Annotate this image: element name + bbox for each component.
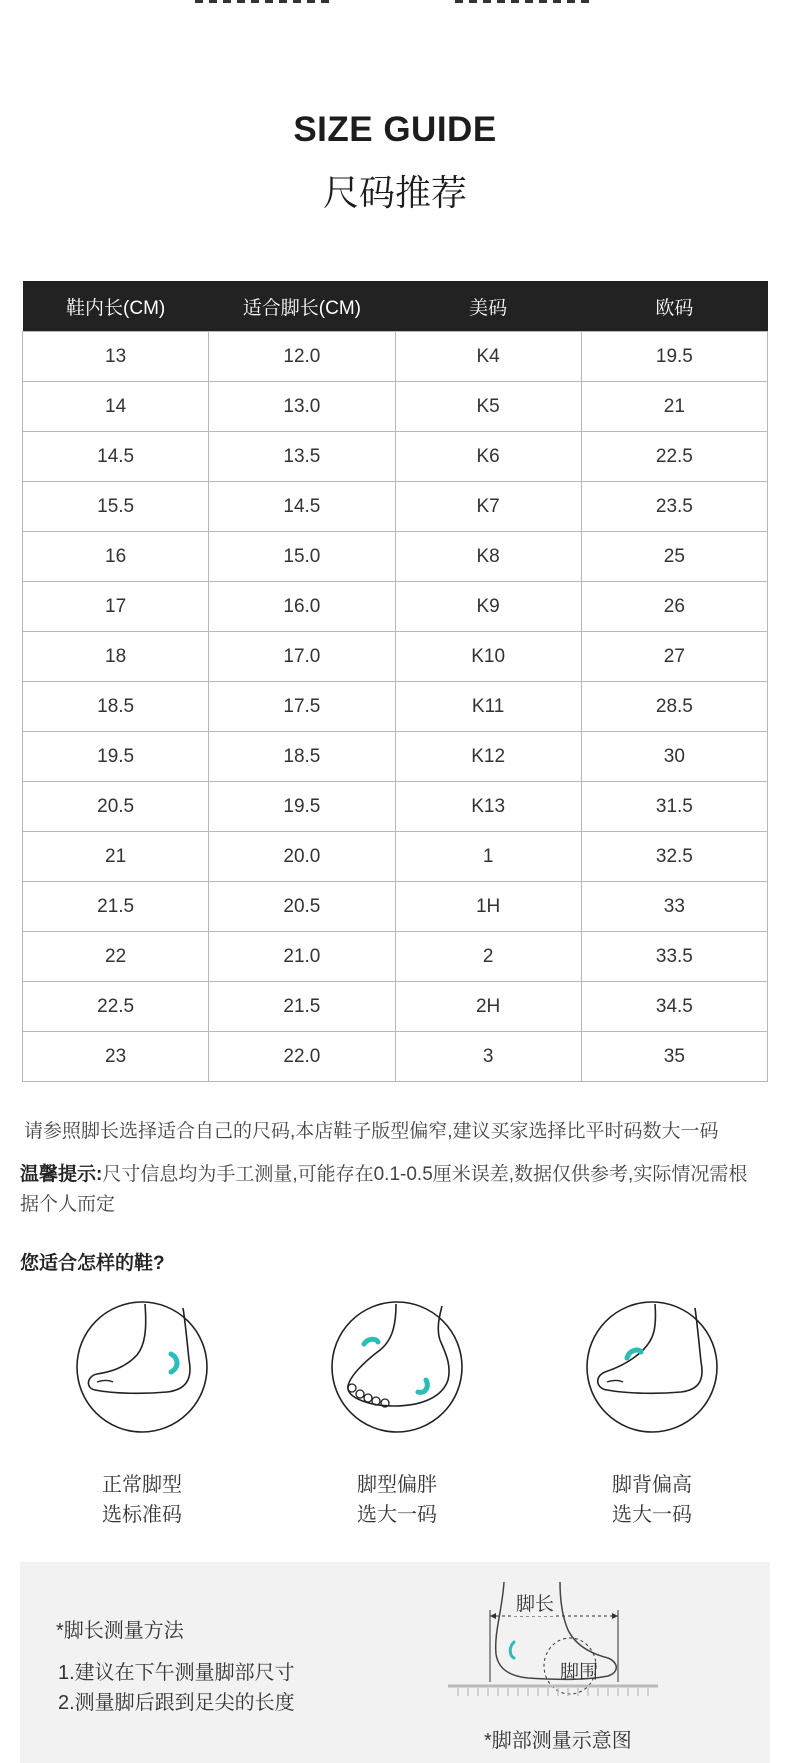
table-row bbox=[23, 432, 768, 482]
table-row bbox=[23, 782, 768, 832]
table-row bbox=[23, 532, 768, 582]
table-row bbox=[23, 482, 768, 532]
insole-length-cell: 14.5 bbox=[23, 432, 209, 482]
eu-size-cell: 28.5 bbox=[581, 682, 767, 732]
foot-length-cell: 16.0 bbox=[209, 582, 395, 632]
table-row bbox=[23, 832, 768, 882]
table-row bbox=[23, 732, 768, 782]
eu-size-cell: 25 bbox=[581, 532, 767, 582]
us-size-cell: K10 bbox=[395, 632, 581, 682]
title-chinese: 尺码推荐 bbox=[322, 172, 467, 213]
us-size-cell: K8 bbox=[395, 532, 581, 582]
foot-length-cell: 19.5 bbox=[209, 782, 395, 832]
insole-length-cell: 15.5 bbox=[23, 482, 209, 532]
tip-text: 尺寸信息均为手工测量,可能存在0.1-0.5厘米误差,数据仅供参考,实际情况需根据个人而定 bbox=[20, 1164, 748, 1215]
insole-length-cell: 18 bbox=[23, 632, 209, 682]
eu-size-cell: 26 bbox=[581, 582, 767, 632]
table-row bbox=[23, 382, 768, 432]
foot-type-name: 脚型偏胖 bbox=[357, 1474, 437, 1496]
foot-length-cell: 14.5 bbox=[209, 482, 395, 532]
us-size-cell: K9 bbox=[395, 582, 581, 632]
normal-foot-icon bbox=[75, 1300, 209, 1434]
eu-size-cell: 23.5 bbox=[581, 482, 767, 532]
table-row bbox=[23, 632, 768, 682]
foot-length-label: 脚长 bbox=[514, 1589, 556, 1616]
foot-length-cell: 13.5 bbox=[209, 432, 395, 482]
size-table-header bbox=[23, 281, 768, 332]
us-size-cell: K11 bbox=[395, 682, 581, 732]
us-size-cell: 2H bbox=[395, 982, 581, 1032]
diagram-caption: *脚部测量示意图 bbox=[484, 1730, 632, 1752]
size-table-body bbox=[23, 332, 768, 1082]
eu-size-cell: 22.5 bbox=[581, 432, 767, 482]
foot-label-wide bbox=[307, 1470, 487, 1530]
title-english: SIZE GUIDE bbox=[293, 110, 497, 149]
insole-length-cell: 14 bbox=[23, 382, 209, 432]
insole-length-cell: 21 bbox=[23, 832, 209, 882]
tip-label: 温馨提示: bbox=[20, 1164, 103, 1185]
insole-length-cell: 23 bbox=[23, 1032, 209, 1082]
eu-size-cell: 30 bbox=[581, 732, 767, 782]
us-size-cell: 2 bbox=[395, 932, 581, 982]
insole-length-cell: 20.5 bbox=[23, 782, 209, 832]
eu-size-cell: 19.5 bbox=[581, 332, 767, 382]
measure-step-2: 2.测量脚后跟到足尖的长度 bbox=[58, 1692, 295, 1714]
cropped-top-decoration bbox=[0, 0, 790, 6]
measure-title: *脚长测量方法 bbox=[56, 1620, 184, 1642]
header-insole-length: 鞋内长(CM) bbox=[23, 281, 209, 332]
eu-size-cell: 32.5 bbox=[581, 832, 767, 882]
foot-girth-label: 脚围 bbox=[560, 1662, 599, 1683]
foot-length-cell: 15.0 bbox=[209, 532, 395, 582]
eu-size-cell: 27 bbox=[581, 632, 767, 682]
tip-note bbox=[20, 1160, 760, 1220]
insole-length-cell: 18.5 bbox=[23, 682, 209, 732]
table-row bbox=[23, 332, 768, 382]
header-foot-length: 适合脚长(CM) bbox=[209, 281, 395, 332]
foot-type-question: 您适合怎样的鞋? bbox=[20, 1253, 165, 1274]
us-size-cell: K4 bbox=[395, 332, 581, 382]
foot-length-cell: 18.5 bbox=[209, 732, 395, 782]
insole-length-cell: 19.5 bbox=[23, 732, 209, 782]
us-size-cell: 1 bbox=[395, 832, 581, 882]
foot-length-cell: 12.0 bbox=[209, 332, 395, 382]
eu-size-cell: 31.5 bbox=[581, 782, 767, 832]
foot-type-advice: 选大一码 bbox=[357, 1504, 437, 1526]
us-size-cell: K12 bbox=[395, 732, 581, 782]
high-instep-foot-icon bbox=[585, 1300, 719, 1434]
header-us-size: 美码 bbox=[395, 281, 581, 332]
foot-type-name: 脚背偏高 bbox=[612, 1474, 692, 1496]
insole-length-cell: 17 bbox=[23, 582, 209, 632]
us-size-cell: 3 bbox=[395, 1032, 581, 1082]
insole-length-cell: 21.5 bbox=[23, 882, 209, 932]
foot-length-cell: 17.0 bbox=[209, 632, 395, 682]
eu-size-cell: 33.5 bbox=[581, 932, 767, 982]
table-row bbox=[23, 582, 768, 632]
eu-size-cell: 35 bbox=[581, 1032, 767, 1082]
foot-label-normal bbox=[52, 1470, 232, 1530]
header-eu-size: 欧码 bbox=[581, 281, 767, 332]
foot-measure-diagram bbox=[448, 1582, 688, 1702]
size-advice-note: 请参照脚长选择适合自己的尺码,本店鞋子版型偏窄,建议买家选择比平时码数大一码 bbox=[24, 1121, 719, 1142]
us-size-cell: 1H bbox=[395, 882, 581, 932]
foot-length-cell: 22.0 bbox=[209, 1032, 395, 1082]
insole-length-cell: 16 bbox=[23, 532, 209, 582]
foot-type-name: 正常脚型 bbox=[102, 1474, 182, 1496]
us-size-cell: K7 bbox=[395, 482, 581, 532]
foot-length-cell: 17.5 bbox=[209, 682, 395, 732]
foot-label-high-instep bbox=[562, 1470, 742, 1530]
us-size-cell: K6 bbox=[395, 432, 581, 482]
eu-size-cell: 33 bbox=[581, 882, 767, 932]
foot-length-cell: 13.0 bbox=[209, 382, 395, 432]
size-table bbox=[22, 281, 768, 1082]
eu-size-cell: 34.5 bbox=[581, 982, 767, 1032]
table-row bbox=[23, 882, 768, 932]
foot-length-cell: 21.5 bbox=[209, 982, 395, 1032]
us-size-cell: K13 bbox=[395, 782, 581, 832]
eu-size-cell: 21 bbox=[581, 382, 767, 432]
table-row bbox=[23, 1032, 768, 1082]
foot-type-advice: 选标准码 bbox=[102, 1504, 182, 1526]
measure-step-1: 1.建议在下午测量脚部尺寸 bbox=[58, 1662, 295, 1684]
table-row bbox=[23, 982, 768, 1032]
foot-length-cell: 20.5 bbox=[209, 882, 395, 932]
insole-length-cell: 13 bbox=[23, 332, 209, 382]
table-row bbox=[23, 932, 768, 982]
foot-length-cell: 20.0 bbox=[209, 832, 395, 882]
us-size-cell: K5 bbox=[395, 382, 581, 432]
measure-panel bbox=[20, 1562, 770, 1763]
foot-type-advice: 选大一码 bbox=[612, 1504, 692, 1526]
foot-length-cell: 21.0 bbox=[209, 932, 395, 982]
table-row bbox=[23, 682, 768, 732]
wide-foot-icon bbox=[330, 1300, 464, 1434]
insole-length-cell: 22.5 bbox=[23, 982, 209, 1032]
insole-length-cell: 22 bbox=[23, 932, 209, 982]
